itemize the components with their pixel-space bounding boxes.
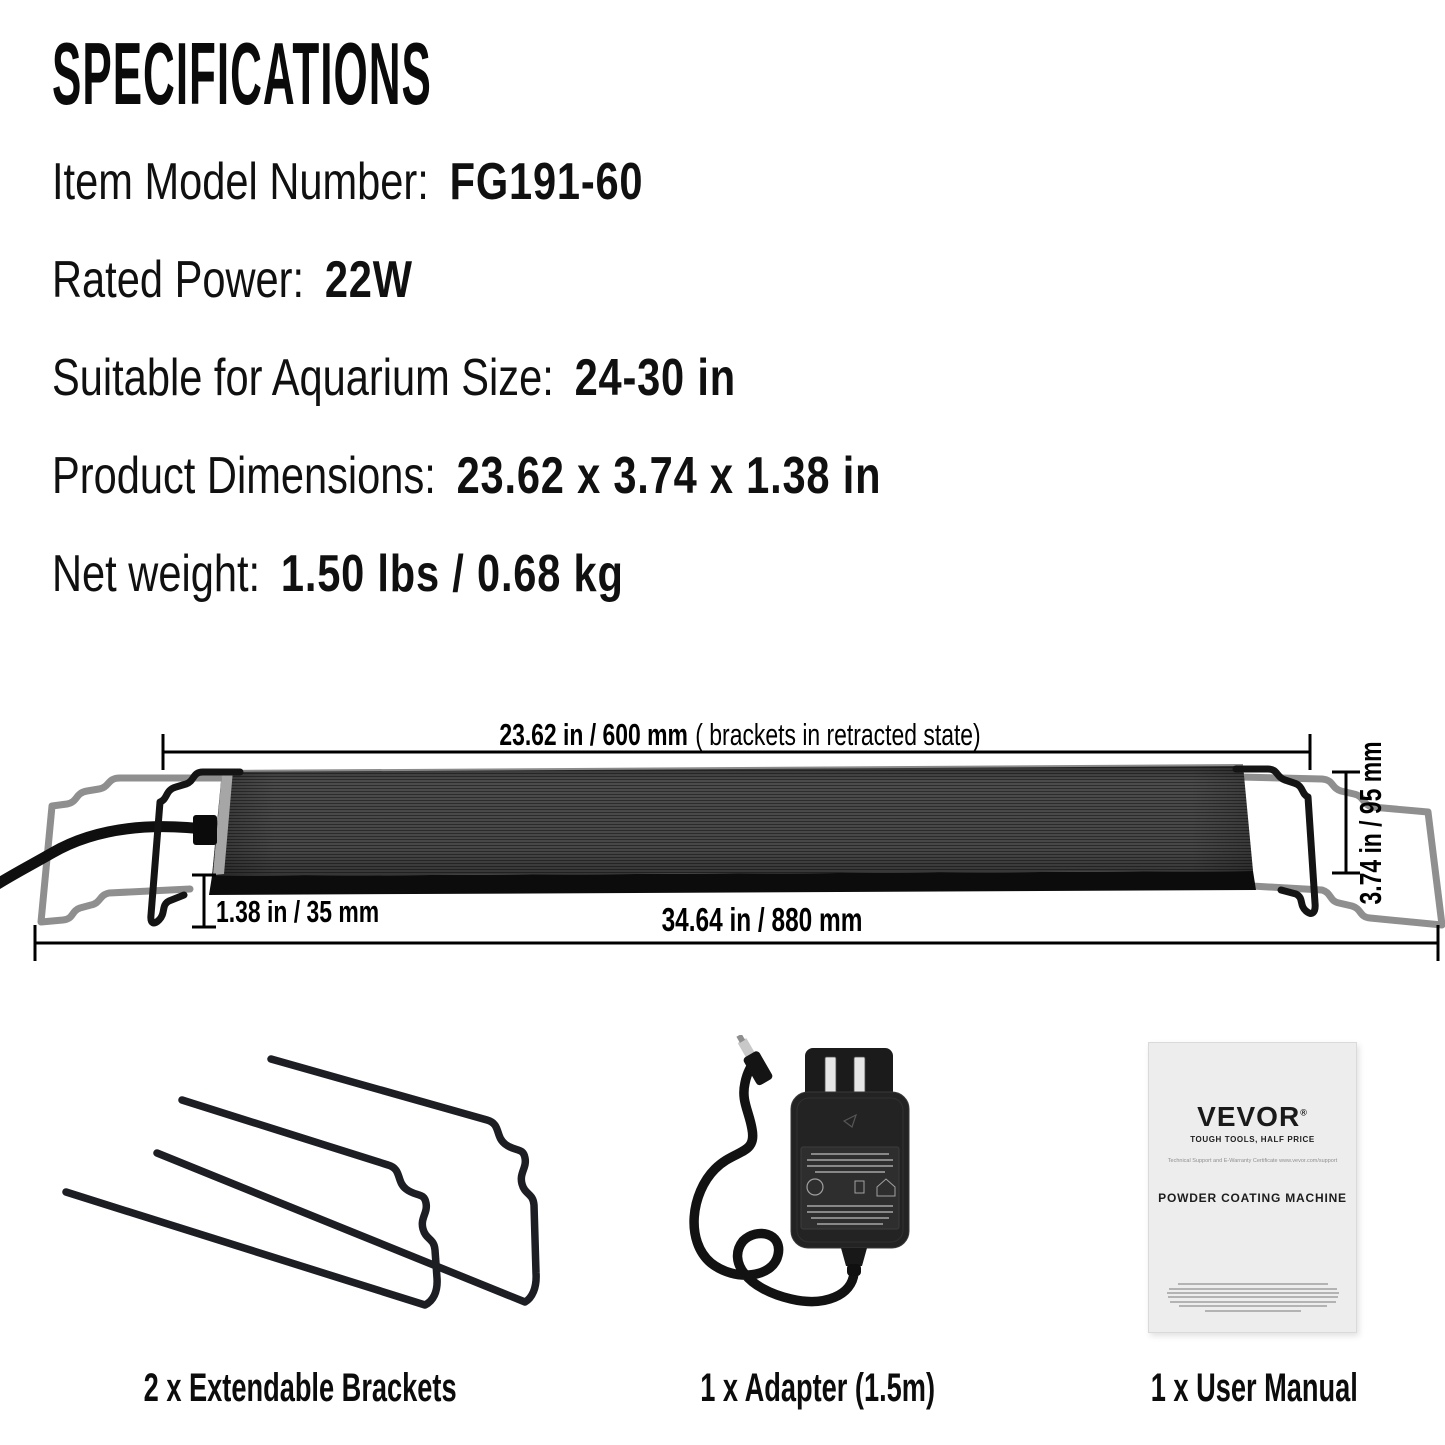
- spec-row-dimensions: [52, 427, 1089, 525]
- spec-row-weight: [52, 525, 1089, 623]
- svg-text:23.62 in / 600 mm( brackets in: [499, 717, 980, 752]
- page-title: [52, 24, 812, 123]
- adapter-port: [841, 1248, 867, 1266]
- page-title-text: SPECIFICATIONS: [52, 24, 432, 123]
- dim-thickness-label: [216, 894, 379, 929]
- dim-top-note: ( brackets in retracted state): [695, 716, 981, 752]
- spec-label: Net weight:: [52, 545, 261, 603]
- dim-top-label: [499, 717, 980, 752]
- power-cable: [0, 827, 212, 889]
- spec-list: [52, 133, 1089, 623]
- vevor-logo: [1149, 1103, 1356, 1131]
- dc-connector: [731, 1035, 774, 1087]
- caption-adapter-text: 1 x Adapter (1.5m): [700, 1366, 936, 1410]
- registered-mark: ®: [1300, 1107, 1308, 1118]
- bar-shade-horizontal: [212, 765, 1253, 876]
- spec-row-aquarium-size: [52, 329, 1089, 427]
- spec-value: 1.50 lbs / 0.68 kg: [280, 545, 624, 603]
- spec-label: Item Model Number:: [52, 153, 429, 211]
- light-bar: [193, 765, 1256, 895]
- spec-value: FG191-60: [449, 153, 644, 211]
- caption-brackets-text: 2 x Extendable Brackets: [143, 1366, 457, 1410]
- spec-row-power: [52, 231, 1089, 329]
- dim-side-label: [1353, 741, 1388, 904]
- fine-print-line: [1179, 1305, 1327, 1307]
- fine-print-line: [1167, 1292, 1339, 1294]
- spec-label: Product Dimensions:: [52, 447, 436, 505]
- caption-brackets: [30, 1366, 570, 1411]
- adapter-label: [801, 1147, 899, 1229]
- spec-value: 23.62 x 3.74 x 1.38 in: [456, 447, 882, 505]
- right-gray-bracket: [1240, 777, 1442, 925]
- plug-prong-right: [854, 1057, 865, 1093]
- dim-overall-label: [662, 903, 863, 939]
- spec-value: 24-30 in: [574, 349, 736, 407]
- fine-print-line: [1205, 1310, 1301, 1312]
- dim-side-value: 3.74 in / 95 mm: [1352, 741, 1388, 905]
- caption-adapter: [645, 1366, 955, 1411]
- fine-print-line: [1168, 1296, 1338, 1298]
- extendable-brackets-drawing: [40, 1040, 560, 1330]
- fine-print-line: [1169, 1288, 1337, 1290]
- spec-label: Rated Power:: [52, 251, 305, 309]
- manual-support-line: Technical Support and E-Warranty Certificate www.vevor.com/support: [1167, 1158, 1338, 1164]
- plug-prong-left: [825, 1057, 836, 1093]
- manual-fine-print: [1149, 1281, 1356, 1314]
- spec-label: Suitable for Aquarium Size:: [52, 349, 554, 407]
- dim-thickness-value: 1.38 in / 35 mm: [216, 893, 380, 929]
- strain-relief: [847, 1264, 861, 1276]
- dimension-diagram: [0, 675, 1445, 1005]
- spec-value: 22W: [324, 251, 413, 309]
- user-manual-page: [1148, 1042, 1357, 1333]
- adapter-drawing: [645, 1035, 955, 1335]
- dim-top-value: 23.62 in / 600 mm: [499, 716, 688, 752]
- caption-manual: [1102, 1366, 1402, 1411]
- fine-print-line: [1178, 1283, 1328, 1285]
- manual-doc-title: POWDER COATING MACHINE: [1158, 1191, 1347, 1205]
- spec-row-model: [52, 133, 1089, 231]
- bracket-front: [66, 1100, 437, 1305]
- bracket-rear: [157, 1059, 536, 1302]
- fine-print-line: [1170, 1301, 1336, 1303]
- dim-overall-value: 34.64 in / 880 mm: [661, 902, 863, 939]
- caption-manual-text: 1 x User Manual: [1150, 1366, 1358, 1410]
- power-connector: [193, 815, 217, 845]
- vevor-logo-text: VEVOR: [1197, 1101, 1301, 1132]
- manual-slogan: TOUGH TOOLS, HALF PRICE: [1190, 1135, 1315, 1144]
